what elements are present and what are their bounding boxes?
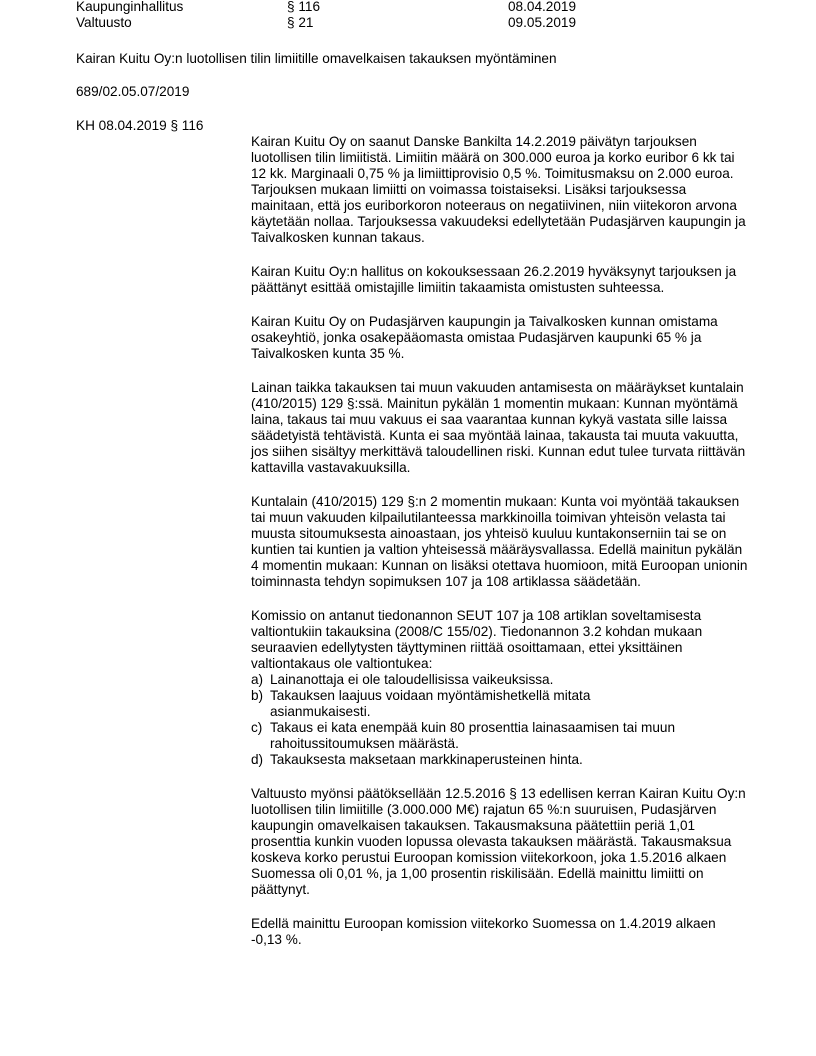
paragraph-ownership: Kairan Kuitu Oy on Pudasjärven kaupungin ja Taivalkosken kunnan omistama osakeyhtiö, jonka osakepääomasta omistaa Pudasjärven kaupunki 65 % ja Taivalkosken kunta 35 %. [251,314,718,361]
list-item-label: d) [251,752,264,767]
list-item-label: a) [251,672,264,687]
list-item-label: b) [251,688,264,703]
list-item-text: Lainanottaja ei ole taloudellisissa vaikeuksissa. [270,672,554,687]
conditions-list [251,672,751,768]
list-item [251,672,751,688]
paragraph-municipal-law-2: Kuntalain (410/2015) 129 §:n 2 momentin mukaan: Kunta voi myöntää takauksen tai muun vakuuden kilpailutilanteessa markkinoilla toimivan yhteisön velasta tai muusta sitoumuksesta ainoastaan, jos yhteisö kuuluu kuntakonserniin tai se on kuntien tai kuntien ja valtion yhteisessä määräysvallassa. Edellä mainitun pykälän 4 momentin mukaan: Kunnan on lisäksi otettava huomioon, mitä Euroopan unionin toiminnasta tehdyn sopimuksen 107 ja 108 artiklassa säädetään. [251,494,748,589]
list-item [251,752,751,768]
paragraph-board-decision: Kairan Kuitu Oy:n hallitus on kokouksessaan 26.2.2019 hyväksynyt tarjouksen ja päättänyt esittää omistajille limiitin takaamista omistusten suhteessa. [251,264,737,295]
list-item-label: c) [251,720,263,735]
commission-notice-intro: Komissio on antanut tiedonannon SEUT 107 ja 108 artiklan soveltamisesta valtiontukiin takauksina (2008/C 155/02). Tiedonannon 3.2 kohdan mukaan seuraavien edellytysten täyttyminen riittää osoittamaan, ettei yksittäinen valtiontakaus ole valtiontukea: [251,608,703,671]
paragraph-commission-notice [251,608,751,768]
list-item-text: Takauksesta maksetaan markkinaperusteinen hinta. [270,752,583,767]
paragraph-previous-guarantee: Valtuusto myönsi päätöksellään 12.5.2016 § 13 edellisen kerran Kairan Kuitu Oy:n luotollisen tilin limiitille (3.000.000 M€) rajatun 65 %:n suuruisen, Pudasjärven kaupungin omavelkaisen takauksen. Takausmaksuna päätettiin periä 1,01 prosenttia kunkin vuoden lopussa olevasta takauksen määrästä. Takausmaksua koskeva korko perustui Euroopan komission viitekorkoon, joka 1.5.2016 alkaen Suomessa oli 0,01 %, ja 1,00 prosentin riskilisään. Edellä mainittu limiitti on päättynyt. [251,786,746,897]
header-body-kaupunginhallitus: Kaupunginhallitus [76,0,184,14]
meeting-reference: KH 08.04.2019 § 116 [76,118,204,133]
paragraph-offer: Kairan Kuitu Oy on saanut Danske Bankilta 14.2.2019 päivätyn tarjouksen luotollisen tilin limiitistä. Limiitin määrä on 300.000 euroa ja korko euribor 6 kk tai 12 kk. Marginaali 0,75 % ja limiittiprovisio 0,5 %. Toimitusmaksu on 2.000 euroa. Tarjouksen mukaan limiitti on voimassa toistaiseksi. Lisäksi tarjouksessa mainitaan, että jos euriborkoron noteeraus on negatiivinen, niin viitekoron arvona käytetään nollaa. Tarjouksessa vakuudeksi edellytetään Pudasjärven kaupungin ja Taivalkosken kunnan takaus. [251,134,746,245]
document-body [251,134,751,966]
paragraph-reference-rate: Edellä mainittu Euroopan komission viitekorko Suomessa on 1.4.2019 alkaen -0,13 %. [251,916,716,947]
list-item [251,720,751,752]
header-section-kh: § 116 [287,0,321,14]
list-item [251,688,751,720]
document-title: Kairan Kuitu Oy:n luotollisen tilin limiitille omavelkaisen takauksen myöntäminen [76,51,557,66]
list-item-text: Takauksen laajuus voidaan myöntämishetkellä mitata asianmukaisesti. [270,688,591,719]
paragraph-municipal-law-1: Lainan taikka takauksen tai muun vakuuden antamisesta on määräykset kuntalain (410/2015) 129 §:ssä. Mainitun pykälän 1 momentin mukaan: Kunnan myöntämä laina, takaus tai muu vakuus ei saa vaarantaa kunnan kykyä vastata sille laissa säädetyistä tehtävistä. Kunta ei saa myöntää lainaa, takausta tai muuta vakuutta, jos siihen sisältyy merkittävä taloudellinen riski. Kunnan edut tulee turvata riittävän kattavilla vastavakuuksilla. [251,380,746,475]
header-body-valtuusto: Valtuusto [76,15,132,30]
list-item-text: Takaus ei kata enempää kuin 80 prosenttia lainasaamisen tai muun rahoitussitoumuksen määrästä. [270,720,676,751]
header-date-valtuusto: 09.05.2019 [508,15,577,30]
header-date-kh: 08.04.2019 [508,0,577,14]
reference-number: 689/02.05.07/2019 [76,84,190,99]
header-section-valtuusto: § 21 [287,15,314,30]
